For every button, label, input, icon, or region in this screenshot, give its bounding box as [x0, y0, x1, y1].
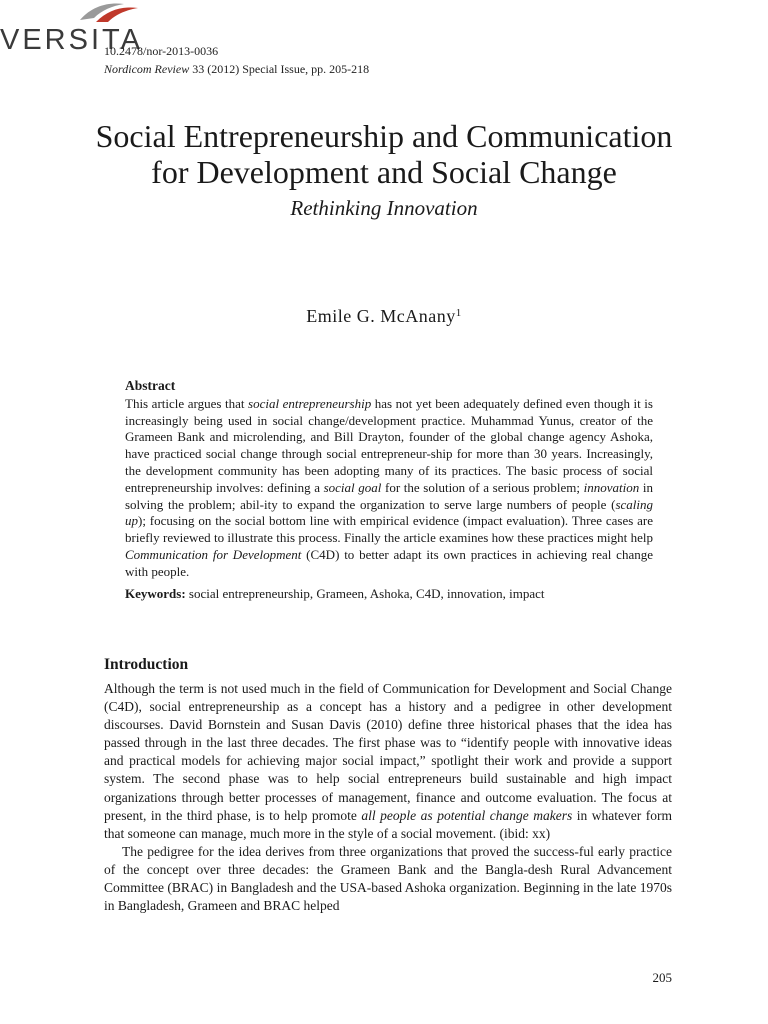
text-run: ); focusing on the social bottom line with empirical evidence (impact evaluation). Three cases are briefly reviewed to illustrate this process. Finally the article examines how these practices might help: [125, 513, 653, 546]
citation-details: 33 (2012) Special Issue, pp. 205-218: [189, 62, 370, 76]
bird-swoosh-icon: [78, 0, 140, 24]
emphasis-text: innovation: [583, 479, 640, 495]
page-number: 205: [652, 970, 672, 985]
keywords-line: [125, 586, 653, 603]
abstract-body: [125, 396, 653, 581]
text-run: This article argues that: [125, 395, 249, 411]
introduction-heading: Introduction: [104, 656, 189, 673]
text-run: for the solution of a serious problem;: [381, 479, 584, 495]
abstract-section: [125, 378, 653, 602]
text-run: in solving the problem; abil-ity to expand the organization to serve large numbers of people (: [125, 479, 653, 512]
text-run: (C4D) to better adapt its own practices in achieving real change with people.: [125, 546, 653, 579]
keywords-list: social entrepreneurship, Grameen, Ashoka, C4D, innovation, impact: [185, 585, 545, 601]
body-paragraph: [104, 680, 672, 843]
text-run: Although the term is not used much in the field of Communication for Development and Social Change (C4D), social entrepreneurship as a concept has a history and a pedigree in other development discourses. David Bornstein and Susan Davis (2010) define three historical phases that the idea has passed through in the last three decades. The first phase was to “identify people with innovative ideas and practical models for achieving major social impact,” spotlight their work and provide a support system. The second phase was to help social entrepreneurs build sustainable and high impact organizations through better processes of management, finance and outcome evaluation. The focus at present, in the third phase, is to help promote: [104, 681, 672, 823]
emphasis-text: social goal: [323, 479, 382, 495]
emphasis-text: scaling up: [125, 496, 653, 529]
author-name: Emile G. McAnany: [306, 306, 456, 326]
text-run: has not yet been adequately defined even though it is increasingly being used in social change/development practice. Muhammad Yunus, creator of the Grameen Bank and microlending, and Bill Drayton, founder of the global change agency Ashoka, have practiced social change through social entrepreneur-ship for more than 30 years. Increasingly, the development community has been adopting many of its practices. The basic process of social entrepreneurship involves: defining a: [125, 395, 653, 495]
article-title: Social Entrepreneurship and Communication for Development and Social Change: [95, 118, 673, 190]
publisher-logo-text: VERSITA: [0, 24, 143, 56]
keywords-label: Keywords:: [125, 585, 186, 601]
emphasis-text: Communication for Development: [125, 546, 302, 562]
emphasis-text: all people as potential change makers: [361, 807, 573, 823]
author-footnote-marker: 1: [455, 307, 462, 319]
journal-name: Nordicom Review: [104, 62, 190, 76]
doi: 10.2478/nor-2013-0036: [104, 44, 219, 58]
body-paragraph: [104, 843, 672, 915]
emphasis-text: social entrepreneurship: [248, 395, 372, 411]
journal-citation: [104, 62, 369, 77]
introduction-body: [104, 680, 672, 915]
abstract-heading: Abstract: [125, 378, 176, 393]
article-subtitle: Rethinking Innovation: [290, 196, 478, 220]
title-block: [84, 118, 684, 221]
author-line: [84, 306, 684, 327]
text-run: The pedigree for the idea derives from three organizations that proved the success-ful early practice of the concept over three decades: the Grameen Bank and the Bangla-desh Rural Advancement Committee (BRAC) in Bangladesh and the USA-based Ashoka organization. Beginning in the late 1970s in Bangladesh, Grameen and BRAC helped: [104, 843, 672, 914]
text-run: in whatever form that someone can manage, much more in the style of a social movement. (ibid: xx): [104, 807, 672, 841]
